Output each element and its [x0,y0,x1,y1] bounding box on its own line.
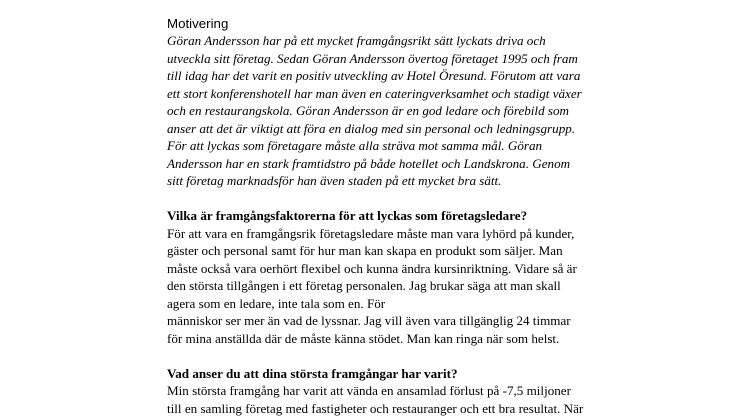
motivation-line: anser att det är viktigt att föra en dialog med sin personal och ledningsgrupp. [167,120,576,136]
motivation-line: Andersson har en stark framtidstro på både hotellet och Landskrona. Genom [167,155,571,171]
motivation-line: och en restaurangskola. Göran Andersson är en god ledare och förebild som [167,103,569,118]
motivation-line: utveckla sitt företag. Sedan Göran Andersson övertog företaget 1995 och fram [167,50,578,66]
answer-line: gäster och personal samt för hur man kan skapa en produkt som säljer. Man [167,243,563,258]
paragraph-spacer [167,347,647,365]
answer-line: För att vara en framgångsrik företagsledare måste man vara lyhörd på kunder, [167,225,575,241]
answer-line: till en samling företag med fastigheter och restauranger och ett bra resultat. När [167,400,584,416]
motivation-line: ett stort konferenshotell har man även en cateringverksamhet och stadigt växer [167,85,582,101]
paragraph-spacer [167,190,647,208]
motivation-paragraph [167,32,647,190]
motivation-line: Göran Andersson har på ett mycket framgångsrikt sätt lyckats driva och [167,33,546,48]
motivation-heading: Motivering [167,16,229,31]
answer-line: Min största framgång har varit att vända en ansamlad förlust på -7,5 miljoner [167,383,571,398]
motivation-line: till idag har det varit en positiv utveckling av Hotel Öresund. Förutom att vara [167,68,581,83]
answer-line: agera som en ledare, inte tala som en. För [167,295,386,311]
question-2-heading: Vad anser du att dina största framgångar har varit? [167,365,458,381]
motivation-line: För att lyckas som företagare måste alla sträva mot samma mål. Göran [167,138,543,153]
answer-2-paragraph [167,382,647,417]
answer-line: för mina anställda där de måste känna stödet. Man kan ringa när som helst. [167,330,560,346]
answer-line: den största tillgången i ett företag personalen. Jag brukar säga att man skall [167,278,561,293]
question-1-heading: Vilka är framgångsfaktorerna för att lyckas som företagsledare? [167,208,528,223]
document-page [167,15,647,417]
answer-1-paragraph [167,225,647,348]
motivation-line: sitt företag marknadsför han även staden på ett mycket bra sätt. [167,173,502,188]
answer-line: måste också vara oerhört flexibel och kunna ändra kursinriktning. Vidare så är [167,260,577,276]
answer-line: människor ser mer än vad de lyssnar. Jag vill även vara tillgänglig 24 timmar [167,313,571,328]
